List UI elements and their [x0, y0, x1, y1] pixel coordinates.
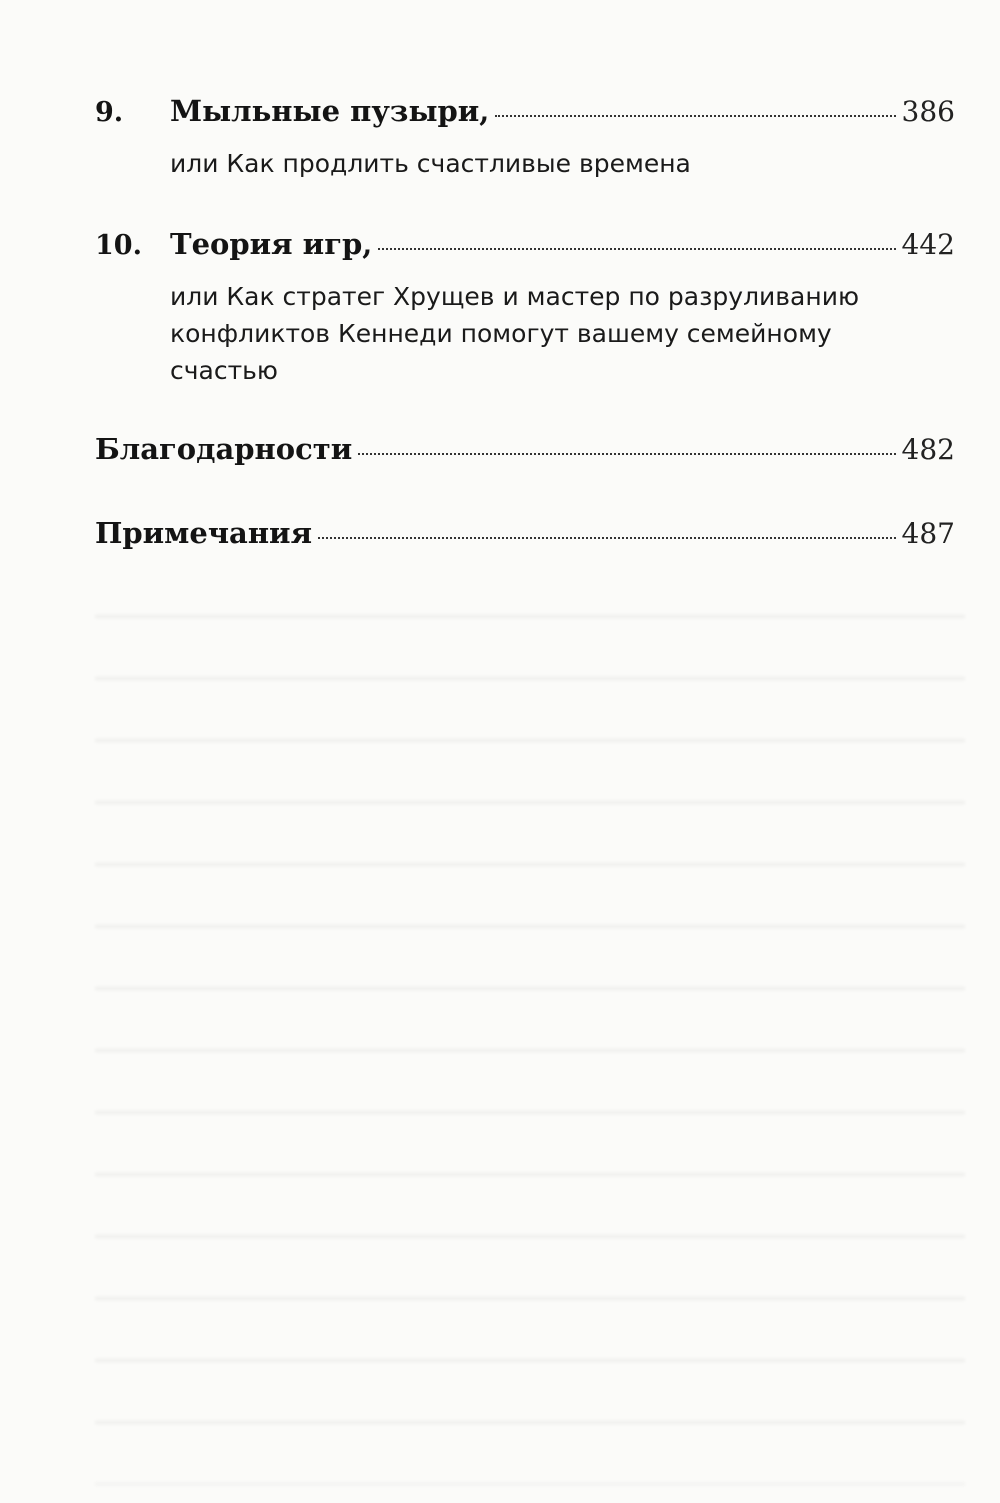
- toc-entry-page: 487: [901, 517, 955, 550]
- toc-entry-subtitle-line: конфликтов Кеннеди помогут вашему семейному: [170, 319, 832, 348]
- toc-entry-title: Мыльные пузыри,: [170, 94, 490, 128]
- dot-leader: [378, 248, 895, 250]
- dot-leader: [318, 537, 896, 539]
- toc-entry-title: Теория игр,: [170, 227, 373, 261]
- dot-leader: [358, 453, 895, 455]
- toc-entry-page: 386: [901, 95, 955, 128]
- toc-entry-notes[interactable]: [95, 515, 955, 552]
- toc-entry-subtitle-line: счастью: [170, 356, 278, 385]
- toc-entry-9[interactable]: [95, 93, 955, 131]
- toc-entry-acknowledgements[interactable]: [95, 431, 955, 468]
- toc-entry-title: Примечания: [95, 516, 312, 550]
- toc-entry-subtitle: или Как продлить счастливые времена: [170, 149, 691, 178]
- toc-entry-number: 10.: [95, 230, 142, 261]
- toc-entry-subtitle-line: или Как стратег Хрущев и мастер по разруливанию: [170, 282, 859, 311]
- dot-leader: [495, 115, 895, 117]
- toc-entry-10[interactable]: [95, 226, 955, 264]
- show-through-background: [95, 585, 965, 1485]
- toc-entry-page: 482: [901, 433, 955, 466]
- toc-entry-number: 9.: [95, 97, 124, 128]
- toc-entry-title: Благодарности: [95, 432, 353, 466]
- toc-entry-page: 442: [901, 228, 955, 261]
